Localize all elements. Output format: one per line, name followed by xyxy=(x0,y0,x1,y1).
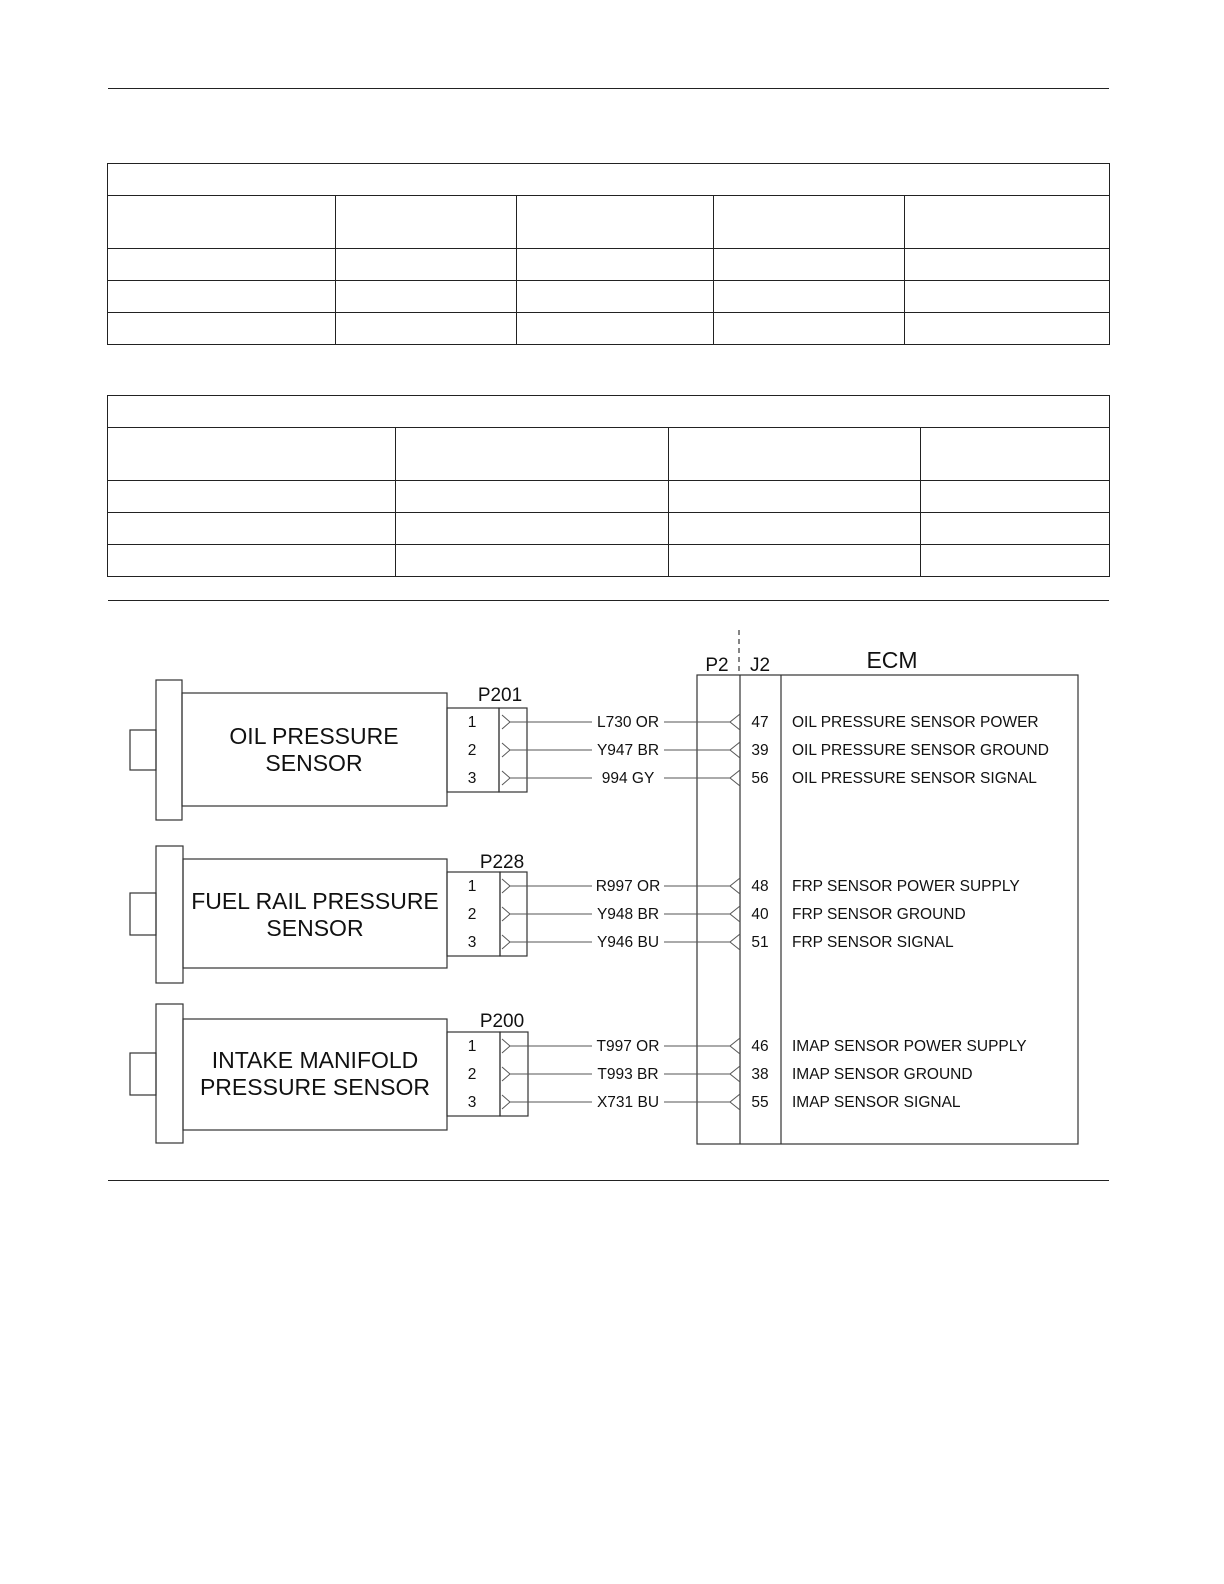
ecm-pin-number: 40 xyxy=(751,906,769,923)
sensor-pin-number: 1 xyxy=(467,878,477,895)
table-row xyxy=(108,513,1110,545)
wiring-diagram xyxy=(0,600,1224,1180)
table-1-header-row xyxy=(108,196,1110,249)
table-row xyxy=(108,545,1110,577)
sensor-pin-number: 2 xyxy=(467,1066,477,1083)
circuit-function: OIL PRESSURE SENSOR GROUND xyxy=(792,742,1049,759)
terminal-chevron xyxy=(730,1038,740,1054)
sensor-name: SENSOR xyxy=(265,750,363,776)
table-1-title-row xyxy=(108,164,1110,196)
circuit-row xyxy=(468,742,1049,759)
sensor-name: INTAKE MANIFOLD xyxy=(211,1047,419,1073)
ecm-pin-number: 55 xyxy=(751,1094,769,1111)
circuit-row xyxy=(468,1066,973,1083)
wire-code: T993 BR xyxy=(597,1066,659,1083)
wire-code: T997 OR xyxy=(596,1038,660,1055)
table-2-header-row xyxy=(108,428,1110,481)
terminal-chevron xyxy=(730,1066,740,1082)
ecm-title: ECM xyxy=(866,647,918,673)
circuit-function: IMAP SENSOR SIGNAL xyxy=(792,1094,961,1111)
terminal-chevron xyxy=(502,1067,510,1081)
wire-code: Y947 BR xyxy=(596,742,660,759)
sensor-name: FUEL RAIL PRESSURE xyxy=(191,888,439,914)
circuit-row xyxy=(468,714,1039,731)
sensor-pin-number: 1 xyxy=(467,714,477,731)
header-rule xyxy=(108,88,1109,89)
circuit-function: FRP SENSOR POWER SUPPLY xyxy=(792,878,1020,895)
terminal-chevron xyxy=(502,715,510,729)
circuit-row xyxy=(468,1094,961,1111)
connector-id: P200 xyxy=(479,1011,525,1032)
circuit-row xyxy=(468,770,1038,787)
circuit-function: OIL PRESSURE SENSOR SIGNAL xyxy=(792,770,1037,787)
ecm-pin-number: 56 xyxy=(751,770,769,787)
terminal-chevron xyxy=(730,770,740,786)
terminal-chevron xyxy=(730,714,740,730)
sensor-pin-number: 1 xyxy=(467,1038,477,1055)
wire-code: X731 BU xyxy=(596,1094,660,1111)
table-2 xyxy=(107,395,1110,577)
terminal-chevron xyxy=(502,907,510,921)
wire-code: L730 OR xyxy=(596,714,660,731)
circuit-function: IMAP SENSOR POWER SUPPLY xyxy=(792,1038,1027,1055)
wire-code: R997 OR xyxy=(595,878,661,895)
terminal-chevron xyxy=(502,879,510,893)
terminal-chevron xyxy=(502,1039,510,1053)
sensor-pin-number: 3 xyxy=(467,770,477,787)
table-row xyxy=(108,249,1110,281)
sensor-pin-number: 2 xyxy=(467,906,477,923)
wire-code: 994 GY xyxy=(601,770,655,787)
sensor-pin-number: 2 xyxy=(467,742,477,759)
wire-code: Y948 BR xyxy=(596,906,660,923)
ecm-pin-number: 39 xyxy=(751,742,769,759)
terminal-chevron xyxy=(730,742,740,758)
circuit-function: OIL PRESSURE SENSOR POWER xyxy=(792,714,1039,731)
ecm-pin-number: 48 xyxy=(751,878,769,895)
circuit-function: FRP SENSOR GROUND xyxy=(792,906,966,923)
table-row xyxy=(108,481,1110,513)
terminal-chevron xyxy=(502,771,510,785)
sensor-name: OIL PRESSURE xyxy=(229,723,399,749)
circuit-function: IMAP SENSOR GROUND xyxy=(792,1066,973,1083)
table-1 xyxy=(107,163,1110,345)
terminal-chevron xyxy=(730,1094,740,1110)
terminal-chevron xyxy=(502,1095,510,1109)
terminal-chevron xyxy=(502,743,510,757)
module-connector-label: J2 xyxy=(749,655,771,676)
figure-bottom-rule xyxy=(108,1180,1109,1181)
terminal-chevron xyxy=(502,935,510,949)
terminal-chevron xyxy=(730,934,740,950)
connector-id: P201 xyxy=(477,685,523,706)
circuit-row xyxy=(468,1038,1027,1055)
circuit-row xyxy=(468,906,966,923)
table-row xyxy=(108,313,1110,345)
wire-code: Y946 BU xyxy=(596,934,660,951)
connector-id: P228 xyxy=(479,852,525,873)
ecm-pin-number: 38 xyxy=(751,1066,769,1083)
sensor-name: PRESSURE SENSOR xyxy=(199,1074,431,1100)
table-2-title-row xyxy=(108,396,1110,428)
circuits xyxy=(468,714,1049,1111)
sensor-name: SENSOR xyxy=(266,915,364,941)
sensor-pin-number: 3 xyxy=(467,934,477,951)
circuit-row xyxy=(468,878,1020,895)
ecm-pin-number: 51 xyxy=(751,934,769,951)
ecm-pin-number: 46 xyxy=(751,1038,769,1055)
circuit-function: FRP SENSOR SIGNAL xyxy=(792,934,954,951)
table-row xyxy=(108,281,1110,313)
terminal-chevron xyxy=(730,906,740,922)
terminal-chevron xyxy=(730,878,740,894)
circuit-row xyxy=(468,934,954,951)
ecm-pin-number: 47 xyxy=(751,714,769,731)
sensor-pin-number: 3 xyxy=(467,1094,477,1111)
harness-connector-label: P2 xyxy=(705,655,729,676)
